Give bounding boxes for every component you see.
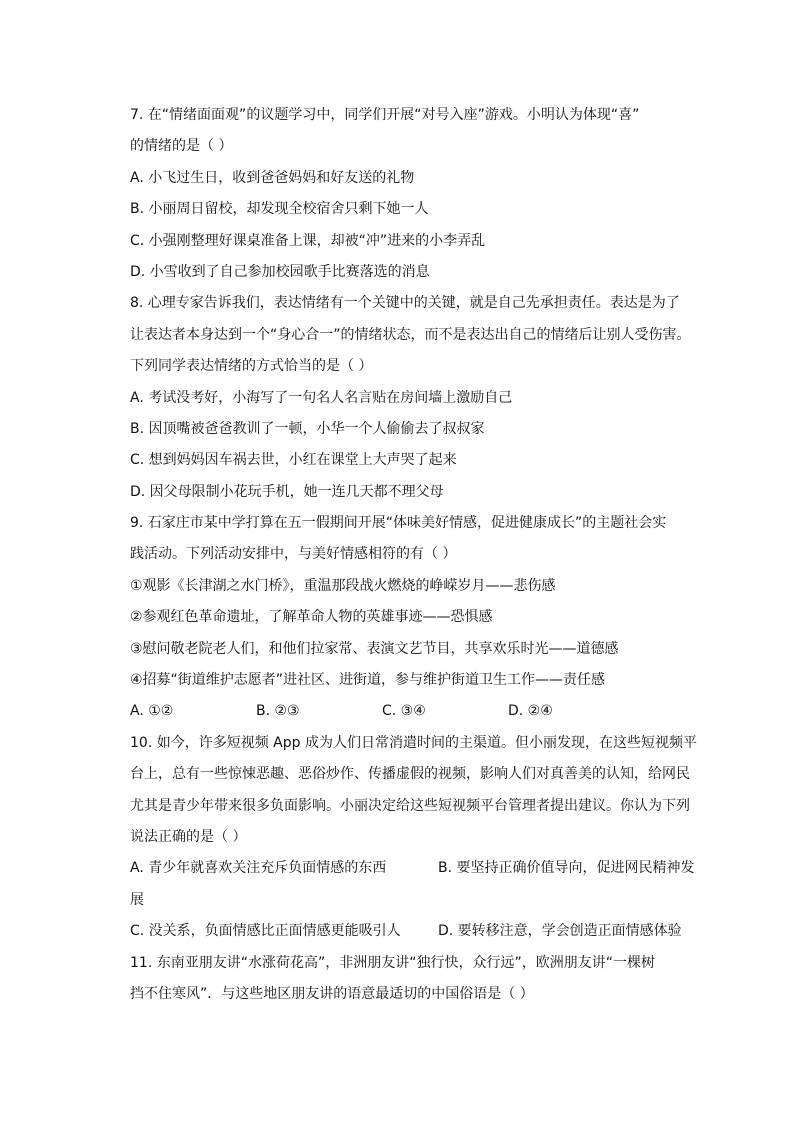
question-9-option-b: B. ②③ (256, 703, 300, 720)
question-9-option-d: D. ②④ (508, 703, 553, 720)
question-9-option-c: C. ③④ (382, 703, 426, 720)
question-8-option-d: D. 因父母限制小花玩手机，她一连几天都不理父母 (130, 483, 444, 500)
question-8-stem-line-3: 下列同学表达情绪的方式恰当的是（ ） (130, 358, 373, 375)
question-10-option-c: C. 没关系，负面情感比正面情感更能吸引人 (130, 923, 401, 940)
question-list (130, 100, 700, 1010)
question-9-item-4: ④招募“街道维护志愿者”进社区、进街道，参与维护街道卫生工作——责任感 (130, 672, 606, 689)
question-8-option-b: B. 因顶嘴被爸爸教训了一顿，小华一个人偷偷去了叔叔家 (130, 420, 485, 437)
question-9-options-row (130, 696, 700, 727)
question-10-option-a: A. 青少年就喜欢关注充斥负面情感的东西 (130, 860, 387, 877)
question-10-options-row-1 (130, 853, 700, 884)
question-7-option-d: D. 小雪收到了自己参加校园歌手比赛落选的消息 (130, 263, 430, 280)
question-9-stem-line-1: 9. 石家庄市某中学打算在五一假期间开展“体味美好情感，促进健康成长”的主题社会实 (130, 515, 667, 532)
question-7-stem-line-2: 的情绪的是（ ） (130, 138, 233, 155)
question-11-stem-line-1: 11. 东南亚朋友讲“水涨荷花高”，非洲朋友讲“独行快，众行远”，欧洲朋友讲“一棵树 (130, 954, 655, 971)
question-7-option-b: B. 小丽周日留校，却发现全校宿舍只剩下她一人 (130, 201, 429, 218)
question-7-option-c: C. 小强刚整理好课桌准备上课，却被“冲”进来的小李弄乱 (130, 232, 486, 249)
question-9-item-2: ②参观红色革命遗址，了解革命人物的英雄事迹——恐惧感 (130, 609, 493, 626)
question-10-stem-line-4: 说法正确的是（ ） (130, 828, 247, 845)
question-7-option-a: A. 小飞过生日，收到爸爸妈妈和好友送的礼物 (130, 169, 415, 186)
question-9-option-a: A. ①② (130, 703, 174, 720)
question-10-option-d: D. 要转移注意，学会创造正面情感体验 (438, 923, 682, 940)
question-9-item-3: ③慰问敬老院老人们，和他们拉家常、表演文艺节目，共享欢乐时光——道德感 (130, 640, 619, 657)
question-11-stem-line-2: 挡不住寒风”．与这些地区朋友讲的语意最适切的中国俗语是（ ） (130, 985, 534, 1002)
question-10-option-b-continuation: 展 (130, 891, 144, 908)
question-8-stem-line-1: 8. 心理专家告诉我们，表达情绪有一个关键中的关键，就是自己先承担责任。表达是为了 (130, 295, 680, 312)
question-10-stem-line-2: 台上，总有一些惊悚恶趣、恶俗炒作、传播虚假的视频，影响人们对真善美的认知，给网民 (130, 766, 690, 783)
question-8-option-c: C. 想到妈妈因车祸去世，小红在课堂上大声哭了起来 (130, 452, 457, 469)
question-8-option-a: A. 考试没考好，小海写了一句名人名言贴在房间墙上激励自己 (130, 389, 513, 406)
question-10-stem-line-3: 尤其是青少年带来很多负面影响。小丽决定给这些短视频平台管理者提出建议。你认为下列 (130, 797, 690, 814)
question-10-option-b: B. 要坚持正确价值导向，促进网民精神发 (438, 860, 695, 877)
question-7-stem-line-1: 7. 在“情绪面面观”的议题学习中，同学们开展“对号入座”游戏。小明认为体现“喜” (130, 107, 640, 123)
question-10-stem-line-1: 10. 如今，许多短视频 App 成为人们日常消遣时间的主渠道。但小丽发现，在这些短视频平 (130, 734, 697, 751)
question-9-item-1: ①观影《长津湖之水门桥》，重温那段战火燃烧的峥嵘岁月——悲伤感 (130, 577, 556, 594)
question-10-options-row-2 (130, 916, 700, 947)
question-8-stem-line-2: 让表达者本身达到一个“身心合一”的情绪状态，而不是表达出自己的情绪后让别人受伤害。 (130, 326, 691, 343)
question-9-stem-line-2: 践活动。下列活动安排中，与美好情感相符的有（ ） (130, 546, 457, 563)
